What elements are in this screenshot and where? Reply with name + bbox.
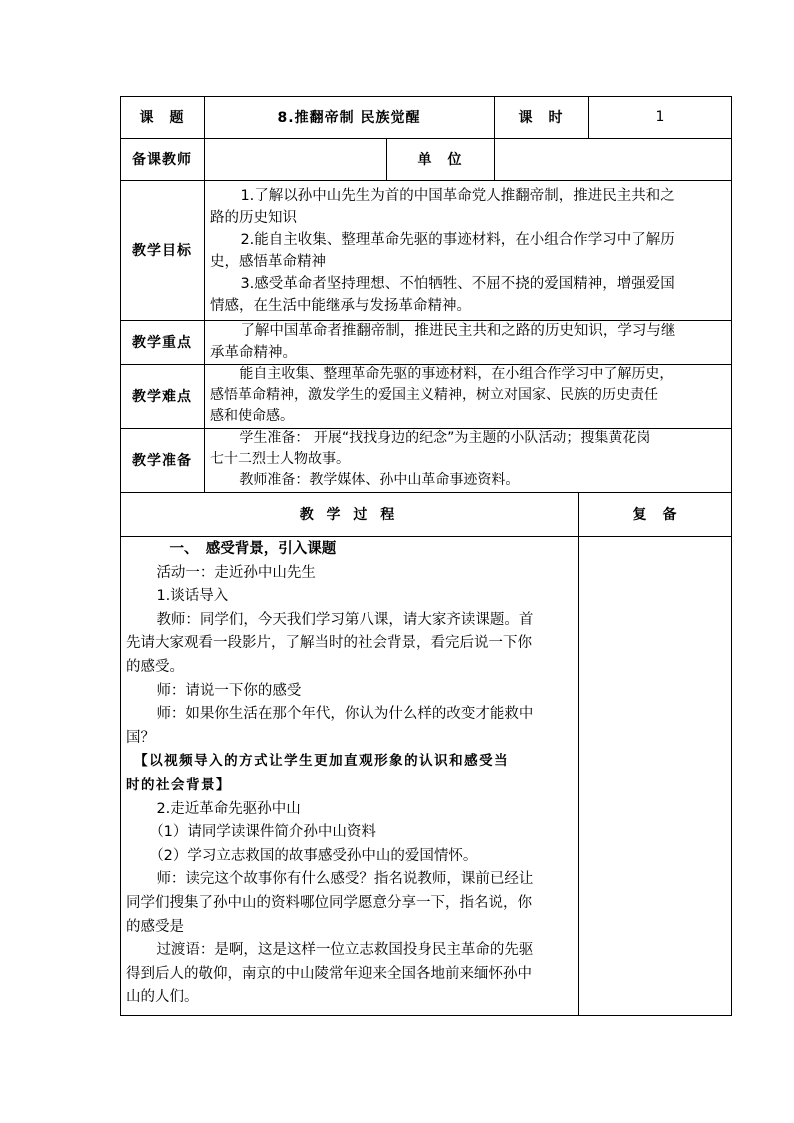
process-label: 教 学 过 程 [299, 507, 399, 523]
process-line: 的感受。 [126, 658, 184, 675]
process-line: 得到后人的敬仰，南京的中山陵常年迎来全国各地前来缅怀孙中 [126, 965, 532, 982]
process-line: 1.谈话导入 [156, 588, 229, 605]
goals-line: 路的历史知识 [210, 210, 297, 226]
process-line: 教师：同学们，今天我们学习第八课，请大家齐读课题。首 [156, 611, 534, 628]
subject-value: 8.推翻帝制 民族觉醒 [277, 110, 421, 126]
key-points-text [210, 320, 728, 364]
process-line: 先请大家观看一段影片，了解当时的社会背景，看完后说一下你 [126, 635, 532, 652]
difficulties-line: 感悟革命精神，激发学生的爱国主义精神，树立对国家、民族的历史责任 [210, 387, 658, 403]
difficulties-text [210, 364, 728, 427]
preparation-line: 七十二烈士人物故事。 [210, 451, 350, 467]
goals-text [210, 185, 728, 317]
unit-label: 单 位 [417, 152, 463, 168]
process-line: 师：读完这个故事你有什么感受？指名说教师，课前已经让 [156, 871, 534, 888]
process-line: 国？ [126, 729, 155, 746]
difficulties-line: 能自主收集、整理革命先驱的事迹材料，在小组合作学习中了解历史， [239, 366, 674, 382]
process-line: 同学们搜集了孙中山的资料哪位同学愿意分享一下，指名说，你 [126, 894, 532, 911]
process-text [126, 538, 572, 1010]
process-line: 活动一：走近孙中山先生 [156, 564, 316, 581]
process-line: 的感受是 [126, 918, 184, 935]
row-divider [120, 180, 732, 181]
process-note: 【以视频导入的方式让学生更加直观形象的认识和感受当 [134, 753, 510, 770]
preparation-line: 学生准备： 开展“找找身边的纪念”为主题的小队活动；搜集黄花岗 [239, 430, 651, 446]
preparation-line: 教师准备：教学媒体、孙中山革命事迹资料。 [239, 472, 520, 488]
key-points-label: 教学重点 [132, 335, 192, 351]
goals-line: 2.能自主收集、整理革命先驱的事迹材料，在小组合作学习中了解历 [240, 232, 675, 248]
difficulties-label: 教学难点 [132, 389, 192, 405]
row-divider [120, 536, 732, 537]
key-points-line: 了解中国革命者推翻帝制，推进民主共和之路的历史知识，学习与继 [240, 323, 676, 339]
process-note: 时的社会背景】 [126, 776, 231, 793]
process-line: 师：如果你生活在那个年代，你认为什么样的改变才能救中 [156, 706, 534, 723]
process-line: （1）请同学读课件简介孙中山资料 [149, 824, 376, 841]
process-line: 过渡语：是啊，这是这样一位立志救国投身民主革命的先驱 [156, 942, 534, 959]
col-divider [578, 492, 579, 1016]
review-label: 复 备 [632, 507, 678, 523]
difficulties-line: 感和使命感。 [210, 408, 294, 424]
process-line: 山的人们。 [126, 989, 199, 1006]
process-line: 2.走近革命先驱孙中山 [156, 800, 301, 817]
key-points-line: 承革命精神。 [210, 345, 297, 361]
preparation-text [210, 428, 728, 491]
period-label: 课 时 [518, 110, 564, 126]
preparation-label: 教学准备 [132, 453, 192, 469]
goals-label: 教学目标 [132, 243, 192, 259]
goals-line: 3.感受革命者坚持理想、不怕牺牲、不屈不挠的爱国精神，增强爱国 [240, 276, 675, 292]
process-line: 师：请说一下你的感受 [156, 682, 302, 699]
goals-line: 1.了解以孙中山先生为首的中国革命党人推翻帝制，推进民主共和之 [240, 188, 675, 204]
subject-label: 课 题 [139, 110, 185, 126]
unit-value [494, 138, 732, 180]
goals-line: 情感，在生活中能继承与发扬革命精神。 [210, 298, 471, 314]
period-value: 1 [655, 109, 665, 125]
teacher-label: 备课教师 [132, 152, 192, 168]
process-heading: 一、 感受背景，引入课题 [169, 541, 337, 557]
teacher-value [204, 138, 386, 180]
process-line: （2）学习立志救国的故事感受孙中山的爱国情怀。 [149, 847, 478, 864]
goals-line: 史，感悟革命精神 [210, 254, 326, 270]
